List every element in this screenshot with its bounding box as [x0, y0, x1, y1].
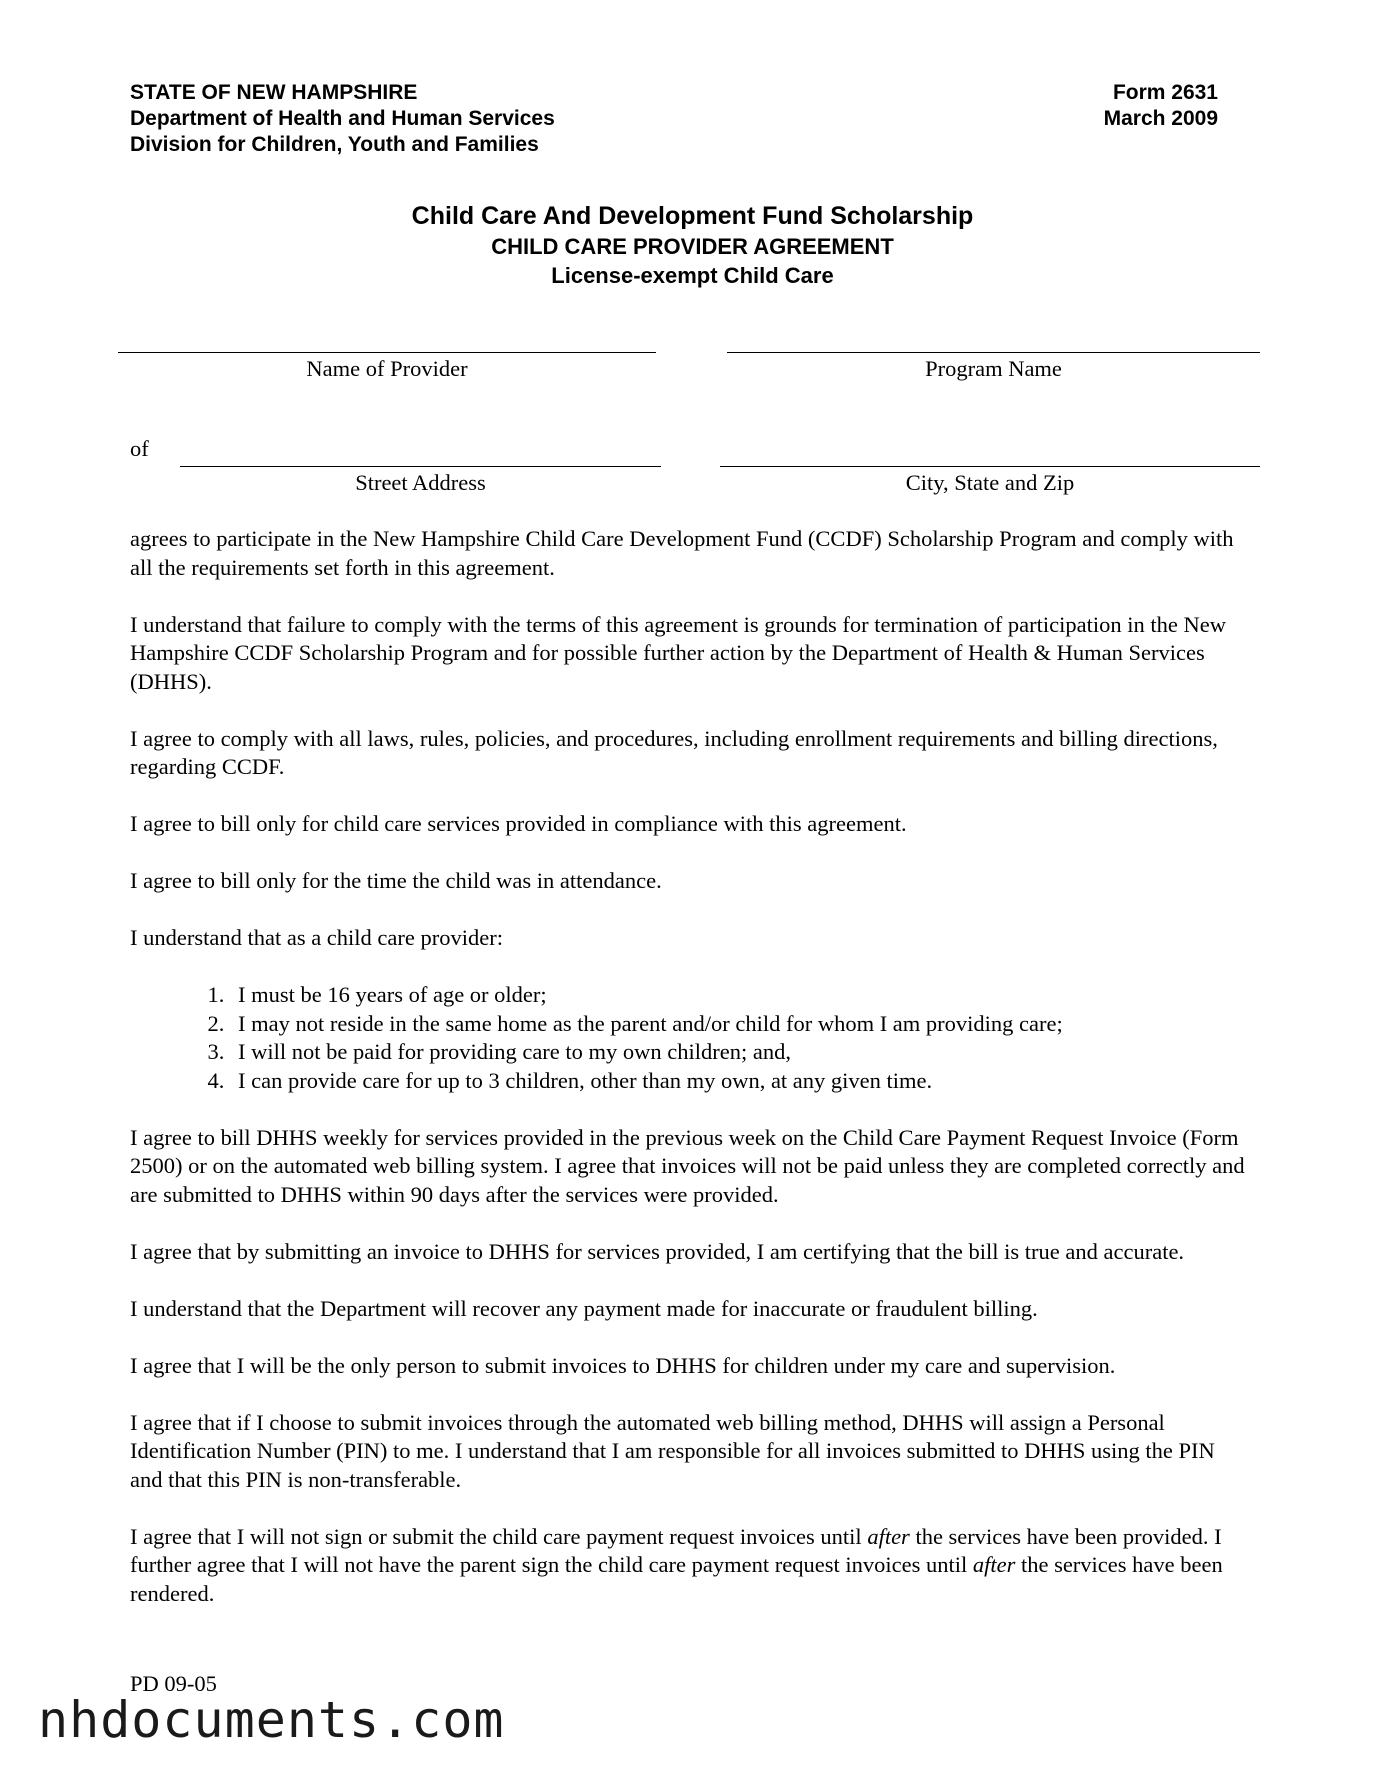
agency-header — [130, 80, 555, 158]
emphasis: after — [972, 1552, 1016, 1577]
paragraph: I agree that if I choose to submit invoices through the automated web billing method, DHHS will assign a Personal Identification Number (PIN) to me. I understand that I am responsible for all invoices submitted to DHHS using the PIN and that this PIN is non-transferable. — [130, 1409, 1215, 1492]
form-info — [1104, 80, 1218, 132]
program-name-line[interactable] — [727, 352, 1260, 353]
paragraph: I understand that as a child care provider: — [130, 925, 503, 950]
list-item: 1. I must be 16 years of age or older; — [230, 981, 1250, 1010]
form-number: Form 2631 — [1112, 81, 1218, 104]
city-state-zip-label: City, State and Zip — [905, 470, 1075, 495]
list-item: 4. I can provide care for up to 3 children, other than my own, at any given time. — [230, 1067, 1250, 1096]
paragraph: agrees to participate in the New Hampshire Child Care Development Fund (CCDF) Scholarship Program and comply with all the requirements set forth in this agreement. — [130, 526, 1234, 580]
paragraph: I agree to bill only for child care services provided in compliance with this agreement. — [130, 811, 907, 836]
document-subtitle: CHILD CARE PROVIDER AGREEMENT — [491, 234, 894, 259]
paragraph: I agree to bill DHHS weekly for services provided in the previous week on the Child Care Payment Request Invoice (Form 2500) or on the automated web billing system. I agree that invoices will not be paid unless they are completed correctly and are submitted to DHHS within 90 days after the services were provided. — [130, 1124, 1245, 1207]
list-item: 3. I will not be paid for providing care to my own children; and, — [230, 1038, 1250, 1067]
paragraph: I agree that by submitting an invoice to DHHS for services provided, I am certifying that the bill is true and accurate. — [130, 1238, 1185, 1264]
document-title: Child Care And Development Fund Scholarship — [411, 202, 974, 230]
document-subtitle-2: License-exempt Child Care — [551, 263, 834, 288]
agency-state: STATE OF NEW HAMPSHIRE — [130, 81, 418, 104]
paragraph: I agree that I will be the only person to submit invoices to DHHS for children under my care and supervision. — [130, 1352, 1116, 1378]
text-span: the services have been provided. I further agree that I will not have the parent sign the child care payment request invoices until — [130, 1523, 1222, 1577]
agreement-body — [130, 525, 1250, 1637]
paragraph: I understand that the Department will recover any payment made for inaccurate or fraudulent billing. — [130, 1295, 1038, 1321]
of-label: of — [130, 436, 149, 461]
agency-department: Department of Health and Human Services — [130, 107, 555, 130]
program-name-label: Program Name — [925, 356, 1062, 381]
footer-code: PD 09-05 — [130, 1671, 217, 1696]
list-item: 2. I may not reside in the same home as the parent and/or child for whom I am providing care; — [230, 1010, 1250, 1039]
document-title-block — [0, 200, 1385, 290]
provider-name-label: Name of Provider — [306, 356, 468, 381]
watermark-text: nhdocuments.com — [38, 1691, 505, 1749]
requirements-list — [130, 981, 1250, 1095]
form-date: March 2009 — [1103, 107, 1218, 130]
text-span: the services have been rendered. — [130, 1552, 1223, 1606]
paragraph: I understand that failure to comply with the terms of this agreement is grounds for termination of participation in the New Hampshire CCDF Scholarship Program and for possible further action by the Department of Health & Human Services (DHHS). — [130, 611, 1226, 694]
paragraph-after-clause — [130, 1523, 1250, 1609]
street-address-line[interactable] — [180, 466, 661, 467]
paragraph: I agree to bill only for the time the child was in attendance. — [130, 868, 662, 893]
emphasis: after — [867, 1523, 910, 1549]
provider-name-line[interactable] — [118, 352, 656, 353]
agency-division: Division for Children, Youth and Families — [130, 133, 539, 156]
paragraph: I agree to comply with all laws, rules, policies, and procedures, including enrollment requirements and billing directions, regarding CCDF. — [130, 725, 1218, 779]
text-span: I agree that I will not sign or submit the child care payment request invoices until — [130, 1523, 868, 1549]
city-state-zip-line[interactable] — [720, 466, 1260, 467]
street-address-label: Street Address — [355, 470, 486, 495]
